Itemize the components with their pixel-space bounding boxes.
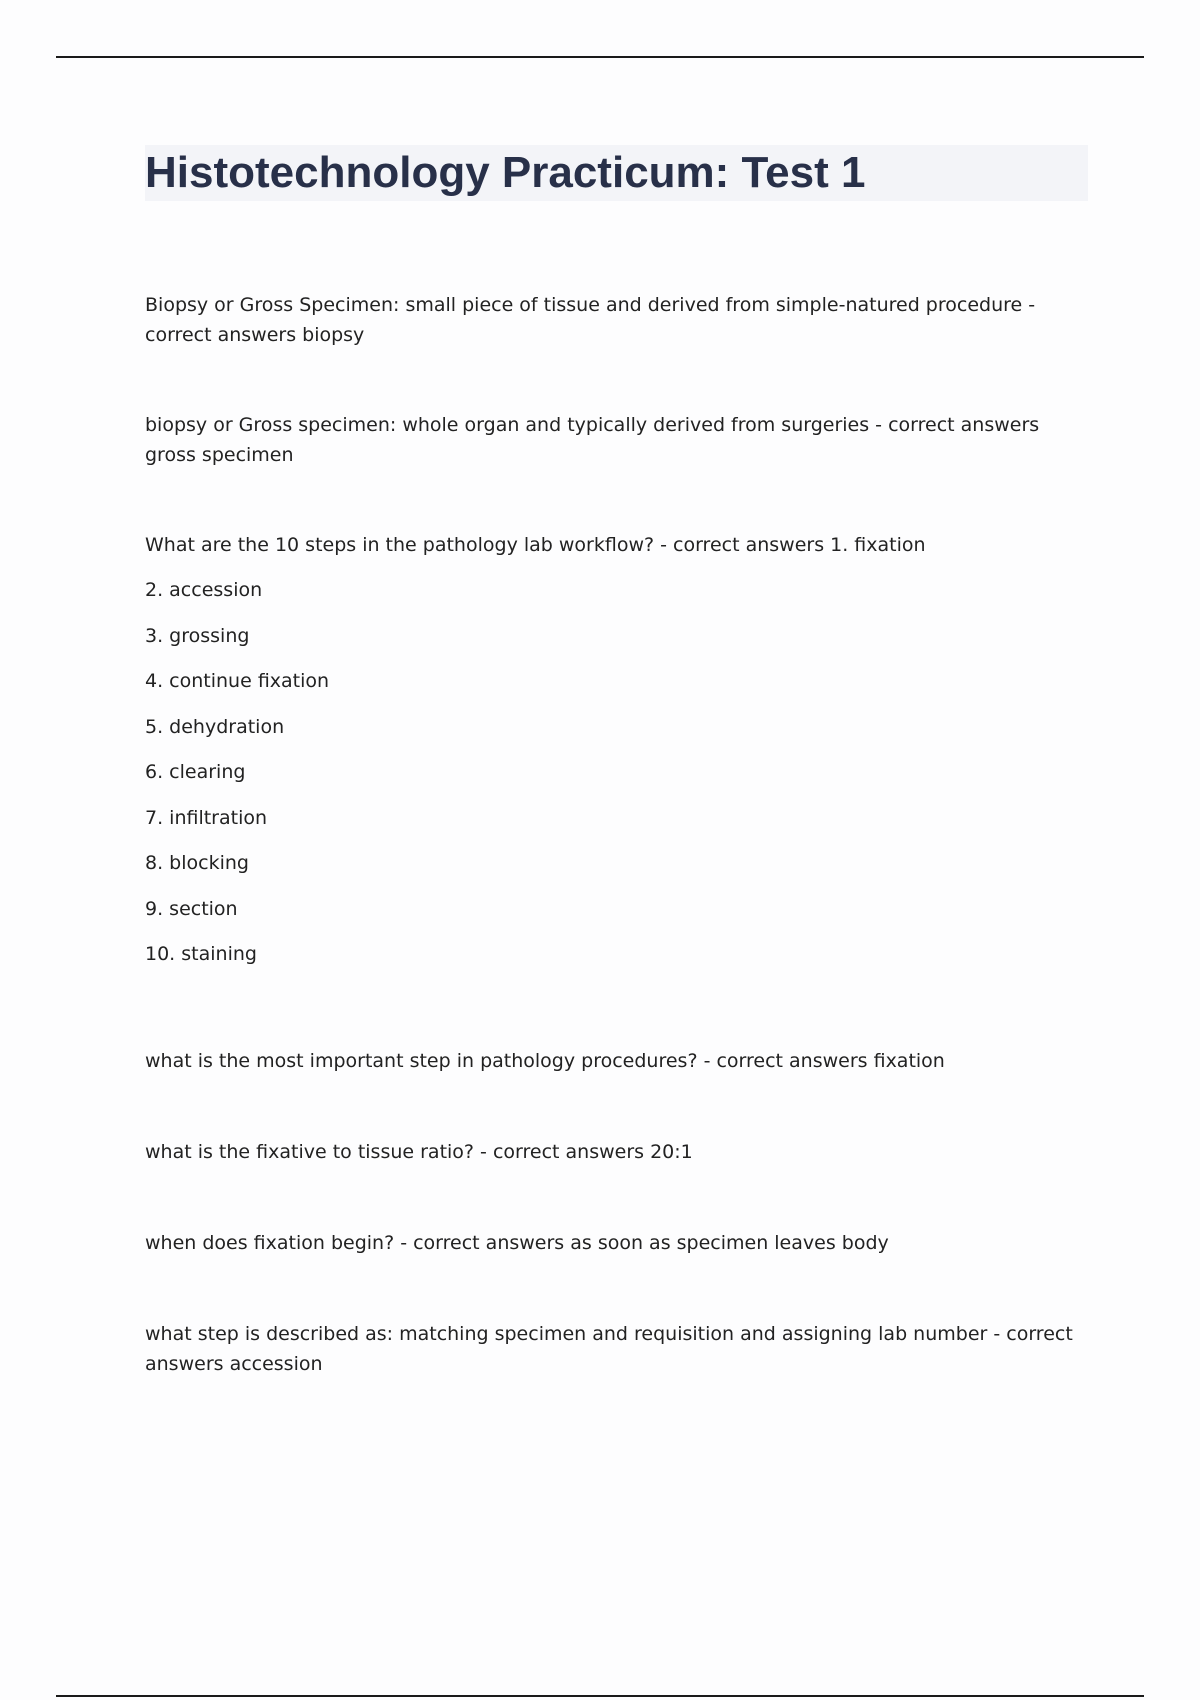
- title-banner: [145, 145, 1088, 201]
- workflow-step: 6. clearing: [145, 761, 246, 783]
- header-rule: [56, 56, 1144, 58]
- question-answer: what is the fixative to tissue ratio? - correct answers 20:1: [145, 1140, 693, 1163]
- workflow-step: 10. staining: [145, 943, 257, 965]
- question-answer: what is the most important step in pathology procedures? - correct answers fixation: [145, 1049, 945, 1072]
- question-answer: when does fixation begin? - correct answers as soon as specimen leaves body: [145, 1231, 889, 1254]
- question-answer: what step is described as: matching specimen and requisition and assigning lab number - correct answers accession: [145, 1322, 1073, 1375]
- workflow-step: 5. dehydration: [145, 715, 285, 738]
- footer-rule: [56, 1695, 1144, 1697]
- workflow-step: 2. accession: [145, 579, 263, 601]
- workflow-step: 8. blocking: [145, 852, 249, 874]
- workflow-step: 7. infiltration: [145, 806, 268, 829]
- workflow-steps-list: [145, 575, 1085, 985]
- question-answer: biopsy or Gross specimen: whole organ and typically derived from surgeries - correct answers gross specimen: [145, 414, 1040, 466]
- workflow-step: 9. section: [145, 897, 238, 920]
- page-title: Histotechnology Practicum: Test 1: [145, 148, 866, 197]
- workflow-step: 4. continue fixation: [145, 670, 330, 692]
- workflow-step: 3. grossing: [145, 624, 250, 647]
- question-answer: Biopsy or Gross Specimen: small piece of tissue and derived from simple-natured procedure - correct answers biopsy: [145, 294, 1036, 346]
- question-answer: What are the 10 steps in the pathology lab workflow? - correct answers 1. fixation: [145, 534, 926, 556]
- document-body: [145, 290, 1085, 1379]
